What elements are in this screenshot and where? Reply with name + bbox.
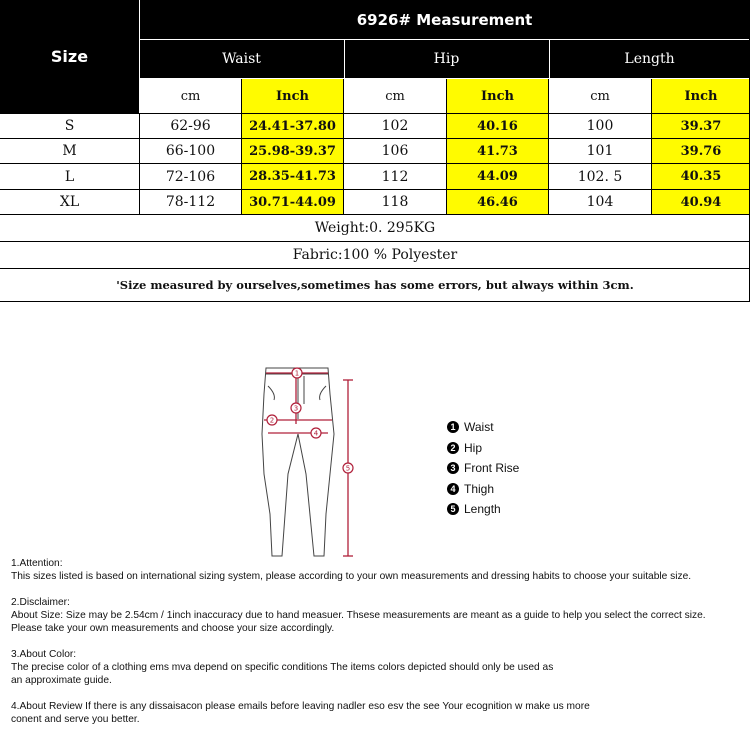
note3-body1: The precise color of a clothing ems mva depend on specific conditions The items colors depicted should only be used as <box>11 662 554 673</box>
measurement-cell: 66-100 <box>140 139 242 163</box>
legend-label: Thigh <box>464 481 495 496</box>
measurement-cell: 41.73 <box>447 139 549 163</box>
note1-body: This sizes listed is based on international sizing system, please according to your own measurements and dressing habits to choose your suitable size. <box>11 571 692 582</box>
measurement-cell: 39.37 <box>652 114 750 138</box>
measurement-cell: 102 <box>344 114 447 138</box>
note-text: 'Size measured by ourselves,sometimes has some errors, but always within 3cm. <box>116 277 634 292</box>
legend-label: Waist <box>464 420 494 434</box>
measurement-cell: 40.94 <box>652 190 750 214</box>
unit-cm-hip: cm <box>344 79 447 113</box>
legend-item <box>447 482 494 496</box>
unit-inch-length: Inch <box>652 79 750 113</box>
legend-number-icon: 4 <box>447 483 459 495</box>
size-label-cell: XL <box>59 194 80 210</box>
size-header <box>0 0 139 113</box>
legend-number-icon: 5 <box>447 503 459 515</box>
fabric-row <box>0 241 750 268</box>
measurement-cell: 24.41-37.80 <box>242 114 344 138</box>
size-label-cell: M <box>62 143 77 159</box>
measurement-cell: 25.98-39.37 <box>242 139 344 163</box>
legend-item <box>447 441 482 455</box>
legend-item <box>447 461 519 475</box>
legend-item <box>447 420 494 434</box>
svg-text:5: 5 <box>345 464 351 473</box>
table-title-label: 6926# Measurement <box>356 10 533 29</box>
note2-title: 2.Disclaimer: <box>11 597 70 608</box>
measurement-cell: 78-112 <box>140 190 242 214</box>
note3-title: 3.About Color: <box>11 649 77 660</box>
measurement-cell: 118 <box>344 190 447 214</box>
measurement-cell: 100 <box>549 114 652 138</box>
group-header-length: Length <box>549 39 750 78</box>
measurement-cell: 102. 5 <box>549 164 652 189</box>
fabric-text: Fabric:100 % Polyester <box>292 246 458 263</box>
measurement-cell: 101 <box>549 139 652 163</box>
legend-number-icon: 1 <box>447 421 459 433</box>
size-header-label: Size <box>50 47 89 66</box>
measurement-cell: 40.16 <box>447 114 549 138</box>
svg-text:4: 4 <box>313 429 319 438</box>
measurement-cell: 104 <box>549 190 652 214</box>
pants-diagram <box>246 364 366 564</box>
measurement-cell: 40.35 <box>652 164 750 189</box>
table-title <box>139 0 750 39</box>
legend-label: Length <box>464 502 501 516</box>
weight-row <box>0 214 750 241</box>
svg-text:3: 3 <box>293 404 299 413</box>
legend-number-icon: 2 <box>447 442 459 454</box>
weight-text: Weight:0. 295KG <box>314 219 436 236</box>
note2-body2: Please take your own measurements and choose your size accordingly. <box>11 623 335 634</box>
svg-text:1: 1 <box>294 369 300 378</box>
measurement-cell: 106 <box>344 139 447 163</box>
measurement-cell: 46.46 <box>447 190 549 214</box>
measurement-cell: 62-96 <box>140 114 242 138</box>
size-label-cell: L <box>64 168 75 185</box>
measurement-cell: 39.76 <box>652 139 750 163</box>
svg-text:2: 2 <box>269 416 275 425</box>
note2-body1: About Size: Size may be 2.54cm / 1inch inaccuracy due to hand measuer. Thsese measurements are meant as a guide to help you select the correct size. <box>11 610 706 621</box>
unit-cm-length: cm <box>549 79 652 113</box>
unit-inch-waist: Inch <box>242 79 344 113</box>
measurement-cell: 72-106 <box>140 164 242 189</box>
note1-title: 1.Attention: <box>11 558 63 569</box>
group-header-hip: Hip <box>344 39 549 78</box>
measurement-cell: 112 <box>344 164 447 189</box>
legend-number-icon: 3 <box>447 462 459 474</box>
legend-item <box>447 502 501 516</box>
notes-section <box>11 557 706 726</box>
note4-body1: 4.About Review If there is any dissaisacon please emails before leaving nadler eso esv the see Your ecognition w make us more <box>11 701 590 712</box>
legend-label: Front Rise <box>464 461 520 475</box>
group-header-waist: Waist <box>139 39 344 78</box>
measurement-cell: 30.71-44.09 <box>242 190 344 214</box>
size-label-cell: S <box>64 118 75 134</box>
measurement-cell: 28.35-41.73 <box>242 164 344 189</box>
note3-body2: an approximate guide. <box>11 675 112 686</box>
unit-inch-hip: Inch <box>447 79 549 113</box>
unit-cm-waist: cm <box>140 79 242 113</box>
measurement-cell: 44.09 <box>447 164 549 189</box>
legend-label: Hip <box>464 440 483 455</box>
note4-body2: conent and serve you better. <box>11 714 140 725</box>
note-row <box>0 268 750 301</box>
